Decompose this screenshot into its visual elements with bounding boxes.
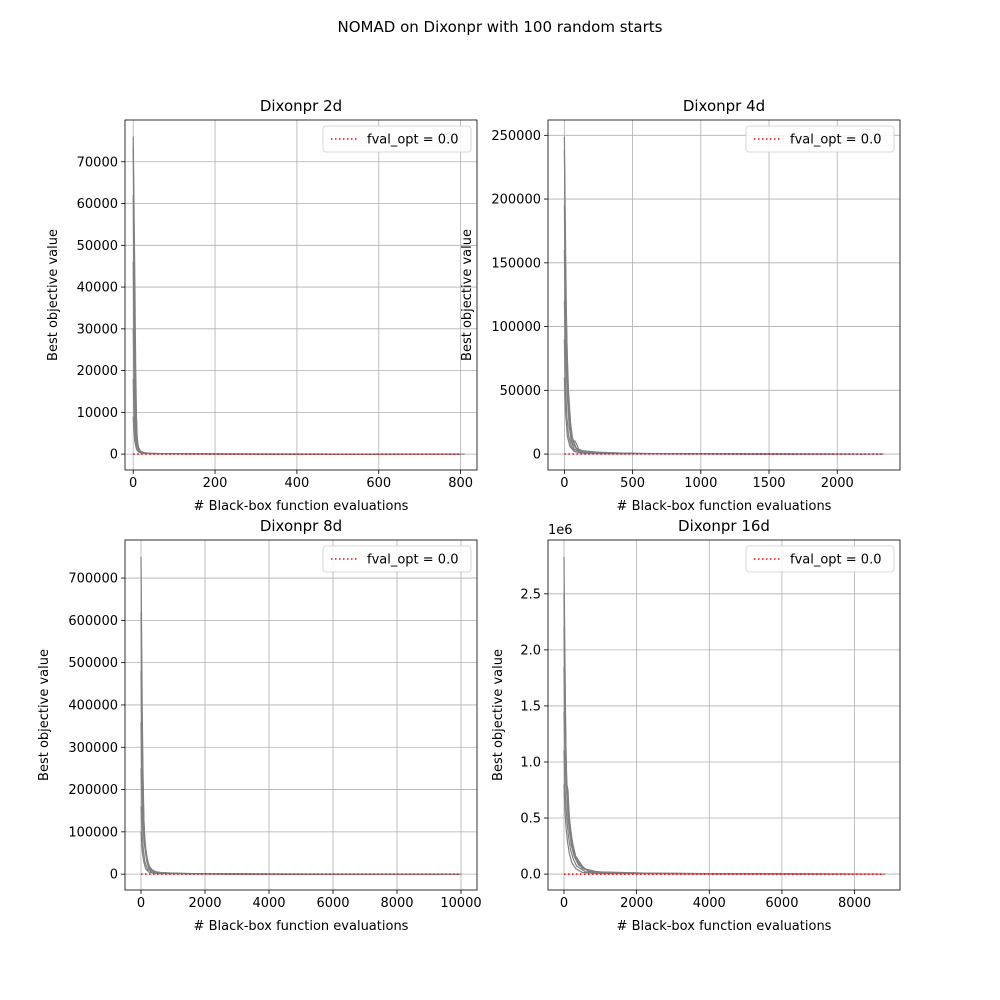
chart-1-x-tick-label: 600 bbox=[366, 476, 392, 491]
chart-4-title: Dixonpr 16d bbox=[678, 517, 770, 535]
chart-1-y-axis-label: Best objective value bbox=[46, 229, 61, 361]
chart-3-legend-label: fval_opt = 0.0 bbox=[367, 552, 459, 568]
chart-1-y-tick-label: 70000 bbox=[76, 155, 118, 171]
chart-4-plot-area bbox=[548, 540, 900, 890]
chart-3-x-tick-label: 2000 bbox=[188, 896, 222, 911]
chart-3-title: Dixonpr 8d bbox=[259, 517, 343, 535]
chart-1-x-tick-label: 400 bbox=[284, 476, 310, 491]
chart-4-x-tick-label: 2000 bbox=[620, 896, 654, 911]
chart-4-y-tick-label: 2.0 bbox=[520, 643, 541, 659]
chart-4-y-tick-label: 0.0 bbox=[520, 867, 541, 883]
chart-3-y-tick-label: 600000 bbox=[68, 613, 118, 629]
chart-2-y-tick-label: 0 bbox=[532, 447, 541, 463]
chart-2-y-tick-label: 150000 bbox=[491, 256, 541, 272]
chart-2-legend-label: fval_opt = 0.0 bbox=[790, 132, 882, 148]
chart-1-x-tick-label: 200 bbox=[202, 476, 228, 491]
chart-2-y-tick-label: 250000 bbox=[491, 128, 541, 144]
chart-2-plot-area bbox=[548, 120, 900, 470]
chart-1-y-tick-label: 60000 bbox=[76, 197, 118, 213]
chart-1-y-tick-label: 50000 bbox=[76, 238, 118, 254]
chart-2-x-tick-label: 2000 bbox=[820, 476, 854, 491]
chart-2-x-tick-label: 500 bbox=[620, 476, 646, 491]
chart-2-legend bbox=[746, 126, 894, 152]
chart-1-y-tick-label: 0 bbox=[109, 447, 118, 463]
chart-2-x-tick-label: 1500 bbox=[752, 476, 786, 491]
chart-1-title: Dixonpr 2d bbox=[259, 97, 343, 115]
chart-4-x-axis-label: # Black-box function evaluations bbox=[616, 919, 832, 934]
chart-3-x-tick-label: 4000 bbox=[252, 896, 286, 911]
chart-4 bbox=[491, 517, 900, 934]
chart-2-y-tick-label: 100000 bbox=[491, 320, 541, 336]
chart-4-y-tick-label: 1.5 bbox=[520, 699, 541, 715]
chart-3-y-tick-label: 300000 bbox=[68, 740, 118, 756]
chart-4-x-tick-label: 8000 bbox=[838, 896, 872, 911]
chart-1-y-tick-label: 40000 bbox=[76, 280, 118, 296]
chart-3-x-tick-label: 10000 bbox=[440, 896, 482, 911]
chart-3-x-tick-label: 6000 bbox=[316, 896, 350, 911]
chart-1-legend-label: fval_opt = 0.0 bbox=[367, 132, 459, 148]
chart-1-legend bbox=[323, 126, 471, 152]
chart-3-y-tick-label: 200000 bbox=[68, 783, 118, 799]
chart-3-y-axis-label: Best objective value bbox=[37, 649, 52, 781]
chart-4-y-tick-label: 2.5 bbox=[520, 587, 541, 603]
chart-4-y-tick-label: 0.5 bbox=[520, 811, 541, 827]
chart-3-x-tick-label: 8000 bbox=[380, 896, 414, 911]
chart-3-y-tick-label: 400000 bbox=[68, 698, 118, 714]
chart-4-x-tick-label: 6000 bbox=[765, 896, 799, 911]
chart-4-y-axis-label: Best objective value bbox=[491, 649, 506, 781]
figure-title: NOMAD on Dixonpr with 100 random starts bbox=[337, 18, 663, 36]
chart-4-x-tick-label: 4000 bbox=[692, 896, 726, 911]
chart-1-y-tick-label: 20000 bbox=[76, 364, 118, 380]
chart-2-title: Dixonpr 4d bbox=[682, 97, 766, 115]
chart-1-plot-area bbox=[125, 120, 477, 470]
chart-2-x-tick-label: 0 bbox=[560, 476, 569, 491]
chart-1-y-tick-label: 10000 bbox=[76, 405, 118, 421]
chart-3-legend bbox=[323, 546, 471, 572]
chart-3-y-tick-label: 500000 bbox=[68, 656, 118, 672]
chart-4-legend bbox=[746, 546, 894, 572]
chart-3-x-axis-label: # Black-box function evaluations bbox=[193, 919, 409, 934]
chart-3-y-tick-label: 0 bbox=[109, 867, 118, 883]
chart-4-x-tick-label: 0 bbox=[559, 896, 569, 911]
chart-2-y-axis-label: Best objective value bbox=[460, 229, 475, 361]
chart-4-legend-label: fval_opt = 0.0 bbox=[790, 552, 882, 568]
chart-2-x-tick-label: 1000 bbox=[684, 476, 718, 491]
chart-3-x-tick-label: 0 bbox=[136, 896, 146, 911]
chart-1-y-tick-label: 30000 bbox=[76, 322, 118, 338]
chart-4-y-tick-label: 1.0 bbox=[520, 755, 541, 771]
chart-2-y-tick-label: 50000 bbox=[499, 383, 541, 399]
chart-3-y-tick-label: 700000 bbox=[68, 571, 118, 587]
chart-3-y-tick-label: 100000 bbox=[68, 825, 118, 841]
chart-3-plot-area bbox=[125, 540, 477, 890]
chart-4-y-offset-label: 1e6 bbox=[548, 523, 573, 538]
chart-1-x-tick-label: 0 bbox=[129, 476, 138, 491]
chart-1-x-axis-label: # Black-box function evaluations bbox=[193, 499, 409, 514]
chart-1-x-tick-label: 800 bbox=[448, 476, 474, 491]
chart-2-y-tick-label: 200000 bbox=[491, 192, 541, 208]
chart-2-x-axis-label: # Black-box function evaluations bbox=[616, 499, 832, 514]
